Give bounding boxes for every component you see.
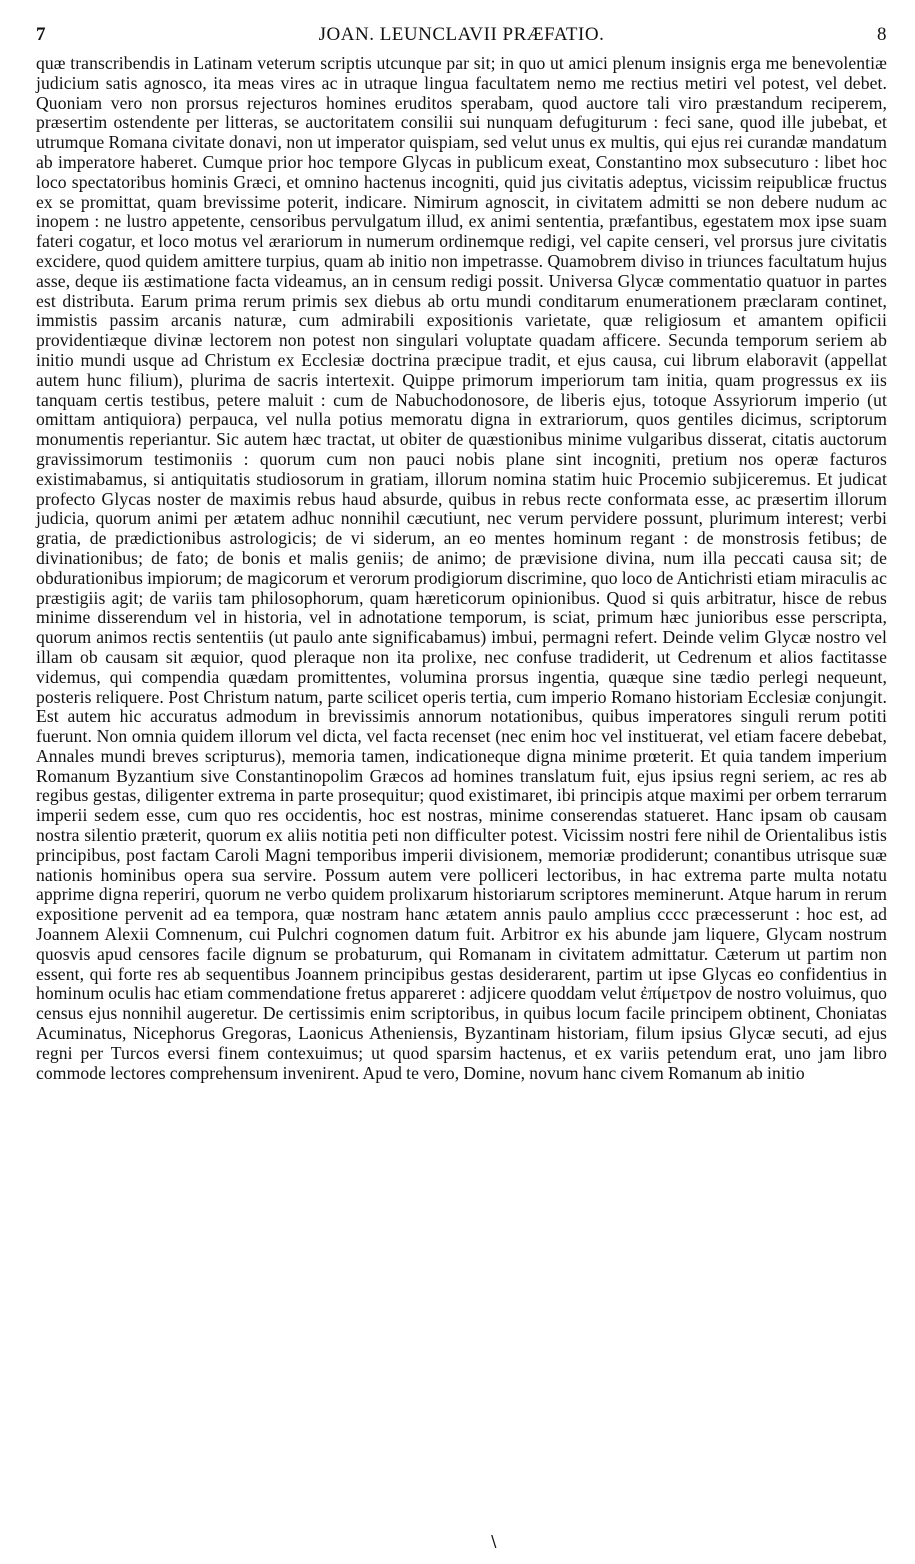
running-title: JOAN. LEUNCLAVII PRÆFATIO. bbox=[318, 24, 605, 45]
preface-body-text: quæ transcribendis in Latinam veterum scriptis utcunque par sit; in quo ut amici plenum insignis erga me benevolentiæ judicium satis agnosco, ita meas vires ac in utraque lingua facultatem nemo me rectius metiri vel potest, vel debet. Quoniam vero non prorsus rejecturos homines eruditos sperabam, quod auctore tali viro præstandum reciperem, præsertim ostendente per litteras, se auctoritatem consilii sui nunquam defugiturum : feci sane, quod ille jubebat, et utrumque Romana civitate donavi, non ut imperator quispiam, sed velut unus ex multis, qui ejus rei curandæ mandatum ab imperatore haberet. Cumque prior hoc tempore Glycas in publicum exeat, Constantino mox subsecuturo : libet hoc loco spectatoribus hominis Græci, et omnino hactenus incogniti, quid jus civitatis adeptus, vicissim reipublicæ fructus ex se promittat, quam brevissime poterit, indicare. Nimirum agnoscit, in civitatem admitti se non debere nudum ac inopem : ne lustro appetente, censoribus pervulgatum illud, ex animi sententia, præfantibus, egestatem mox ipse suam fateri cogatur, et loco motus vel ærariorum in numerum ordinemque redigi, vel capite censeri, vel prorsus jure civitatis excidere, quod quidem amittere turpius, quam ab initio non impetrasse. Quamobrem diviso in triunces facultatum hujus asse, deque iis æstimatione facta videamus, an in censum redigi possit. Universa Glycæ commentatio quatuor in partes est distributa. Earum prima rerum primis sex diebus ab ortu mundi conditarum enumerationem præclaram continet, immistis passim arcanis naturæ, cum admirabili expositionis varietate, quæ religiosum et amantem opificii providentiæque divinæ lectorem non potest non singulari voluptate quadam afficere. Secunda temporum seriem ab initio mundi usque ad Christum ex Ecclesiæ doctrina præcipue tradit, et ejus causa, cui librum elaboravit (appellat autem hunc filium), plurima de sacris intertexit. Quippe primorum imperiorum tam initia, quam progressus ex iis tanquam certis testibus, petere maluit : cum de Nabuchodonosore, de liberis ejus, totoque Assyriorum imperio (ut omittam antiquiora) perpauca, vel nulla potius memoratu digna in extrariorum, quos gentiles dicimus, scriptorum monumentis reperiantur. Sic autem hæc tractat, ut obiter de quæstionibus minime vulgaribus disserat, citatis auctorum gravissimorum testimoniis : quorum cum non pauci nobis plane sint incogniti, pretium nos operæ facturos existimabamus, si antiquitatis studiosorum in gratiam, illorum nomina statim huic Procemio subjiceremus. Et judicat profecto Glycas noster de maximis rebus haud absurde, quibus in rebus recte conformata esse, ac præsertim illorum judicia, quorum animi per ætatem adhuc nonnihil cæcutiunt, nec verum pervidere possunt, plurimum interest; verbi gratia, de prædictionibus astrologicis; de vi siderum, an eo mentes hominum regant : de monstrosis fetibus; de divinationibus; de fato; de bonis et malis geniis; de animo; de prævisione divina, num illa peccati causa sit; de obdurationibus impiorum; de magicorum et verorum prodigiorum discrimine, quo loco de Antichristi etiam miraculis ac præstigiis agit; de variis tam philosophorum, quam hæreticorum opinionibus. Quod si quis arbitratur, hisce de rebus minime disserendum vel in historia, vel in adnotatione temporum, is sciat, primum hæc junioribus esse perscripta, quorum animos rectis sententiis (ut paulo ante significabamus) imbui, permagni refert. Deinde velim Glycæ nostro vel illam ob causam sit æquior, quod pleraque non ita prolixe, nec confuse tradiderit, ut Cedrenum et alios factitasse videmus, qui compendia quædam promittentes, volumina prorsus ingentia, quæque sine tædio perlegi nequeunt, posteris reliquere. Post Christum natum, parte scilicet operis tertia, cum imperio Romano historiam Ecclesiæ conjungit. Est autem hic accuratus admodum in brevissimis annorum notationibus, quibus imperatores singuli rerum potiti fuerunt. Non omnia quidem illorum vel dicta, vel facta recenset (nec enim hoc vel instituerat, vel etiam facere debebat, Annales mundi breves scripturus), memoria tamen, indicationeque digna minime prœterit. Et quia tandem imperium Romanum Byzantium sive Constantinopolim Græcos ad homines translatum fuit, ejus ipsius regni seriem, ac res ab regibus gestas, diligenter extrema in parte prosequitur; quod existimaret, ibi principis atque maximi per orbem terrarum imperii sedem esse, cum quo res occidentis, hoc est nostras, minime conserendas statueret. Hanc ipsam ob causam nostra silentio præterit, quorum ex aliis notitia peti non difficulter potest. Vicissim nostri fere nihil de Orientalibus istis principibus, post factam Caroli Magni temporibus imperii divisionem, memoriæ prodiderunt; conantibus utrisque suæ nationis hominibus opera sua servire. Possum autem vere polliceri lectoribus, in hac extrema parte multa notatu apprime digna reperiri, quorum ne verbo quidem prolixarum historiarum scriptores meminerunt. Atque harum in rerum expositione pervenit ad ea tempora, quæ nostram hanc ætatem annis paulo amplius cccc præcesserunt : hoc est, ad Joannem Alexii Comnenum, cui Pulchri cognomen datum fuit. Arbitror ex his abunde jam liquere, Glycam nostrum quosvis apud censores facile dignum se probaturum, qui Romanam in civitatem admittatur. Cæterum ut partim non essent, qui forte res ab sequentibus Joannem principibus gestas desiderarent, partim ut ipse Glycas eo confidentius in hominum oculis hac etiam commendatione fretus appareret : adjicere quoddam velut ἐπίμετρον de nostro voluimus, quo census ejus nonnihil augeretur. De certissimis enim scriptoribus, in quibus locum facile principem obtinent, Choniatas Acuminatus, Nicephorus Gregoras, Laonicus Atheniensis, Byzantinam historiam, filum ipsius Glycæ secuti, ad ejus regni per Turcos eversi finem contexuimus; ut quod sparsim hactenus, et ex variis petendum erat, uno jam libro commode lectores comprehensum invenirent. Apud te vero, Domine, novum hanc civem Romanum ab initio bbox=[36, 53, 887, 1083]
page-number-left: 7 bbox=[36, 24, 46, 45]
running-header bbox=[36, 24, 887, 54]
page bbox=[0, 24, 915, 1564]
page-number-right: 8 bbox=[877, 24, 887, 45]
catchword-mark: ∖ bbox=[488, 1534, 499, 1551]
